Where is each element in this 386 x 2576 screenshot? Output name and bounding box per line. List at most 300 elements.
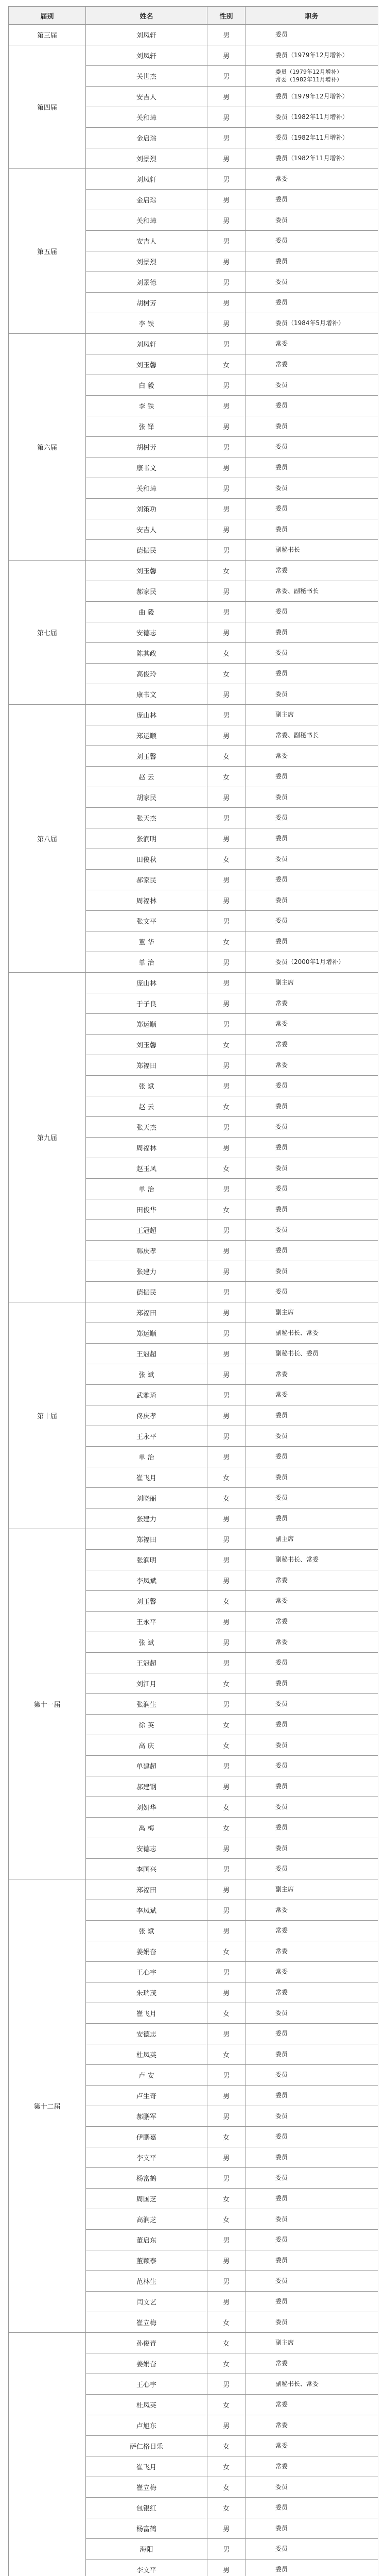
member-post: 副主席 — [245, 1529, 378, 1550]
member-post: 委员 — [245, 664, 378, 684]
member-post: 委员 — [245, 1426, 378, 1447]
member-post: 常委 — [245, 1612, 378, 1632]
member-gender: 女 — [207, 354, 245, 375]
member-gender: 女 — [207, 1715, 245, 1735]
member-gender: 男 — [207, 1055, 245, 1076]
member-gender: 男 — [207, 293, 245, 313]
member-gender: 男 — [207, 45, 245, 66]
member-post-line: 常委（1982年11月增补） — [275, 76, 342, 83]
table-row — [9, 973, 378, 993]
member-gender: 男 — [207, 519, 245, 540]
member-name: 关和璋 — [86, 478, 207, 499]
member-name: 佟庆孝 — [86, 1405, 207, 1426]
member-gender: 男 — [207, 2539, 245, 2560]
member-post: 委员 — [245, 684, 378, 705]
member-name: 刘策功 — [86, 499, 207, 519]
member-name: 周福林 — [86, 890, 207, 911]
member-name: 李文平 — [86, 2147, 207, 2168]
member-gender: 男 — [207, 272, 245, 293]
member-name: 韩庆孝 — [86, 1241, 207, 1261]
member-name: 庞山林 — [86, 705, 207, 725]
header-gender: 性别 — [207, 7, 245, 25]
member-name: 崔飞月 — [86, 2456, 207, 2477]
member-post: 委员 — [245, 828, 378, 849]
member-post: 委员 — [245, 2292, 378, 2312]
member-name: 白 毅 — [86, 375, 207, 396]
member-name: 郑运顺 — [86, 1014, 207, 1035]
member-post: 委员 — [245, 2168, 378, 2189]
member-post: 委员 — [245, 2271, 378, 2292]
member-name: 康书文 — [86, 684, 207, 705]
member-gender: 女 — [207, 1096, 245, 1117]
member-gender: 女 — [207, 664, 245, 684]
member-post: 委员 — [245, 602, 378, 622]
member-post: 委员 — [245, 1158, 378, 1179]
member-name: 关和璋 — [86, 210, 207, 231]
table-row — [9, 2333, 378, 2353]
member-gender: 男 — [207, 622, 245, 643]
member-post: 常委 — [245, 993, 378, 1014]
member-name: 赵玉凤 — [86, 1158, 207, 1179]
member-gender: 男 — [207, 190, 245, 210]
member-post: 常委 — [245, 746, 378, 767]
member-gender: 男 — [207, 2024, 245, 2044]
member-post: 委员 — [245, 375, 378, 396]
member-post: 委员 — [245, 499, 378, 519]
member-gender: 男 — [207, 87, 245, 107]
member-gender: 女 — [207, 2209, 245, 2230]
member-name: 郝建钢 — [86, 1776, 207, 1797]
member-post: 委员 — [245, 1488, 378, 1509]
member-post: 常委 — [245, 1632, 378, 1653]
member-post: 委员 — [245, 2230, 378, 2250]
member-name: 关世杰 — [86, 66, 207, 87]
member-name: 刘景烈 — [86, 148, 207, 169]
member-name: 刘凤轩 — [86, 45, 207, 66]
member-post: 委员 — [245, 2209, 378, 2230]
member-post: 委员 — [245, 2024, 378, 2044]
member-gender: 女 — [207, 2003, 245, 2024]
member-post: 委员 — [245, 1756, 378, 1776]
table-row — [9, 25, 378, 45]
member-name: 刘晓丽 — [86, 1488, 207, 1509]
member-name: 禹 梅 — [86, 1818, 207, 1838]
member-gender: 男 — [207, 231, 245, 251]
member-post: 副主席 — [245, 973, 378, 993]
member-post: 委员 — [245, 2189, 378, 2209]
member-name: 王心宇 — [86, 2374, 207, 2395]
member-gender: 女 — [207, 1797, 245, 1818]
member-name: 李凤斌 — [86, 1900, 207, 1921]
member-gender: 男 — [207, 870, 245, 890]
table-header — [9, 7, 378, 25]
member-post: 常委 — [245, 354, 378, 375]
member-name: 张 斌 — [86, 1632, 207, 1653]
member-gender: 男 — [207, 1962, 245, 1982]
member-post: 委员 — [245, 1220, 378, 1241]
member-gender: 男 — [207, 911, 245, 931]
member-gender: 男 — [207, 1261, 245, 1282]
member-name: 张 斌 — [86, 1076, 207, 1096]
member-gender: 女 — [207, 2456, 245, 2477]
member-name: 陈其政 — [86, 643, 207, 664]
member-name: 胡家民 — [86, 787, 207, 808]
member-name: 张润生 — [86, 1694, 207, 1715]
member-gender: 男 — [207, 828, 245, 849]
member-name: 胡树芳 — [86, 293, 207, 313]
member-post: 委员 — [245, 210, 378, 231]
member-post: 委员 — [245, 1653, 378, 1673]
member-name: 郝鹏军 — [86, 2106, 207, 2127]
member-gender: 男 — [207, 890, 245, 911]
member-name: 刘玉馨 — [86, 1035, 207, 1055]
member-post: 常委 — [245, 334, 378, 354]
member-gender: 男 — [207, 251, 245, 272]
member-post: 委员 — [245, 190, 378, 210]
member-gender: 男 — [207, 1179, 245, 1199]
member-name: 李国兴 — [86, 1859, 207, 1879]
member-name: 金启琮 — [86, 190, 207, 210]
member-name: 单 治 — [86, 1179, 207, 1199]
member-post: 常委 — [245, 2395, 378, 2415]
member-post: 委员（1979年12月增补） — [245, 87, 378, 107]
member-gender: 男 — [207, 1344, 245, 1364]
member-gender: 女 — [207, 2312, 245, 2333]
member-name: 郑福田 — [86, 1055, 207, 1076]
member-post: 常委 — [245, 1982, 378, 2003]
member-post: 常委 — [245, 1591, 378, 1612]
table-row — [9, 1529, 378, 1550]
term-cell: 第五届 — [9, 169, 86, 334]
member-name: 高 庆 — [86, 1735, 207, 1756]
member-gender: 男 — [207, 1323, 245, 1344]
member-name: 伊鹏嘉 — [86, 2127, 207, 2147]
member-name: 卢 安 — [86, 2065, 207, 2086]
member-name: 安吉人 — [86, 87, 207, 107]
member-name: 安德志 — [86, 2024, 207, 2044]
member-name: 郝家民 — [86, 581, 207, 602]
member-post: 委员 — [245, 1467, 378, 1488]
member-name: 刘妍华 — [86, 1797, 207, 1818]
member-post: 委员 — [245, 1282, 378, 1302]
member-name: 庞山林 — [86, 973, 207, 993]
member-gender: 男 — [207, 169, 245, 190]
member-post: 常委、副秘书长 — [245, 725, 378, 746]
member-post: 委员 — [245, 1447, 378, 1467]
member-post: 委员（1982年11月增补） — [245, 148, 378, 169]
member-name: 关和璋 — [86, 107, 207, 128]
member-name: 朱瑞茂 — [86, 1982, 207, 2003]
member-name: 崔飞月 — [86, 2003, 207, 2024]
member-name: 单建超 — [86, 1756, 207, 1776]
member-gender: 女 — [207, 2436, 245, 2456]
member-name: 刘玉馨 — [86, 1591, 207, 1612]
member-gender: 男 — [207, 1529, 245, 1550]
member-post: 委员 — [245, 1715, 378, 1735]
member-name: 崔立梅 — [86, 2312, 207, 2333]
member-post: 副主席 — [245, 1879, 378, 1900]
member-name: 徐 英 — [86, 1715, 207, 1735]
member-name: 安吉人 — [86, 519, 207, 540]
member-name: 郑福田 — [86, 1879, 207, 1900]
member-name: 张天杰 — [86, 1117, 207, 1138]
member-gender: 男 — [207, 2292, 245, 2312]
member-post: 常委 — [245, 2415, 378, 2436]
member-post: 委员 — [245, 2065, 378, 2086]
committee-table — [8, 6, 378, 2576]
member-gender: 男 — [207, 2560, 245, 2576]
member-gender: 女 — [207, 561, 245, 581]
member-gender: 男 — [207, 437, 245, 457]
member-post: 委员 — [245, 1838, 378, 1859]
member-post: 委员 — [245, 251, 378, 272]
member-gender: 男 — [207, 1612, 245, 1632]
member-gender: 男 — [207, 478, 245, 499]
term-cell: 第六届 — [9, 334, 86, 561]
member-gender: 男 — [207, 1447, 245, 1467]
member-name: 卢生奇 — [86, 2086, 207, 2106]
member-post: 副主席 — [245, 705, 378, 725]
member-gender: 男 — [207, 1756, 245, 1776]
member-name: 胡树芳 — [86, 437, 207, 457]
member-name: 单 治 — [86, 1447, 207, 1467]
member-name: 包银红 — [86, 2498, 207, 2518]
member-post: 委员 — [245, 1138, 378, 1158]
member-post: 委员 — [245, 519, 378, 540]
member-post: 委员 — [245, 2003, 378, 2024]
member-post: 委员 — [245, 1096, 378, 1117]
member-gender: 男 — [207, 2250, 245, 2271]
member-gender: 男 — [207, 540, 245, 561]
member-gender: 男 — [207, 1014, 245, 1035]
member-name: 刘玉馨 — [86, 354, 207, 375]
member-post: 委员 — [245, 890, 378, 911]
member-gender: 女 — [207, 643, 245, 664]
table-row — [9, 1879, 378, 1900]
header-name: 姓名 — [86, 7, 207, 25]
member-name: 单 治 — [86, 952, 207, 973]
member-name: 刘凤轩 — [86, 25, 207, 45]
member-gender: 女 — [207, 746, 245, 767]
member-name: 杨富鹤 — [86, 2168, 207, 2189]
member-name: 李 铁 — [86, 313, 207, 334]
member-name: 崔立梅 — [86, 2477, 207, 2498]
member-name: 张 斌 — [86, 1921, 207, 1941]
member-name: 郝家民 — [86, 870, 207, 890]
member-post: 副主席 — [245, 1302, 378, 1323]
member-post: 委员 — [245, 293, 378, 313]
header-term: 届别 — [9, 7, 86, 25]
member-post: 委员 — [245, 2044, 378, 2065]
member-post: 常委 — [245, 1385, 378, 1405]
member-name: 赵 云 — [86, 1096, 207, 1117]
member-gender: 男 — [207, 313, 245, 334]
member-name: 姜娟奋 — [86, 2353, 207, 2374]
member-gender: 女 — [207, 2477, 245, 2498]
member-gender: 男 — [207, 1632, 245, 1653]
member-gender: 男 — [207, 128, 245, 148]
member-gender: 男 — [207, 1776, 245, 1797]
member-post: 委员 — [245, 767, 378, 787]
term-cell: 第十二届 — [9, 1879, 86, 2333]
member-name: 高润芝 — [86, 2209, 207, 2230]
member-name: 王永平 — [86, 1612, 207, 1632]
member-name: 刘玉馨 — [86, 561, 207, 581]
member-post: 委员 — [245, 870, 378, 890]
member-post: 委员 — [245, 416, 378, 437]
member-post: 常委 — [245, 1921, 378, 1941]
member-post — [245, 66, 378, 87]
member-post: 委员 — [245, 2312, 378, 2333]
member-gender: 男 — [207, 334, 245, 354]
member-gender: 女 — [207, 2333, 245, 2353]
member-post: 常委 — [245, 1962, 378, 1982]
member-gender: 女 — [207, 1199, 245, 1220]
term-cell: 第七届 — [9, 561, 86, 705]
member-name: 董 华 — [86, 931, 207, 952]
member-name: 孙俊青 — [86, 2333, 207, 2353]
member-post: 委员 — [245, 2127, 378, 2147]
member-gender: 男 — [207, 1550, 245, 1570]
member-name: 曲 毅 — [86, 602, 207, 622]
member-gender: 男 — [207, 705, 245, 725]
member-name: 闫文艺 — [86, 2292, 207, 2312]
member-post: 委员 — [245, 2477, 378, 2498]
member-gender: 男 — [207, 1900, 245, 1921]
member-name: 周福林 — [86, 1138, 207, 1158]
member-gender: 男 — [207, 2230, 245, 2250]
member-post: 委员 — [245, 2106, 378, 2127]
member-name: 周国芝 — [86, 2189, 207, 2209]
member-post: 委员 — [245, 2147, 378, 2168]
member-post: 委员 — [245, 396, 378, 416]
member-post: 委员 — [245, 1117, 378, 1138]
term-cell: 第十一届 — [9, 1529, 86, 1879]
member-name: 王冠超 — [86, 1653, 207, 1673]
table-row — [9, 561, 378, 581]
member-post: 委员 — [245, 457, 378, 478]
member-gender: 男 — [207, 1570, 245, 1591]
member-post: 常委 — [245, 1570, 378, 1591]
member-gender: 男 — [207, 396, 245, 416]
member-post: 委员 — [245, 2086, 378, 2106]
member-name: 张建力 — [86, 1509, 207, 1529]
member-name: 康书文 — [86, 457, 207, 478]
member-gender: 男 — [207, 2518, 245, 2539]
member-gender: 男 — [207, 602, 245, 622]
term-cell: 第四届 — [9, 45, 86, 169]
member-gender: 男 — [207, 684, 245, 705]
member-name: 张建力 — [86, 1261, 207, 1282]
member-name: 德振民 — [86, 540, 207, 561]
member-name: 安吉人 — [86, 231, 207, 251]
member-name: 王冠超 — [86, 1220, 207, 1241]
member-name: 郑运顺 — [86, 1323, 207, 1344]
member-gender: 男 — [207, 1302, 245, 1323]
member-post: 副秘书长、委员 — [245, 1344, 378, 1364]
member-name: 金启琮 — [86, 128, 207, 148]
term-cell: 第八届 — [9, 705, 86, 973]
member-post: 常委 — [245, 1364, 378, 1385]
member-post: 委员 — [245, 931, 378, 952]
member-gender: 男 — [207, 416, 245, 437]
member-gender: 女 — [207, 2044, 245, 2065]
member-post: 委员 — [245, 1776, 378, 1797]
member-name: 安德志 — [86, 1838, 207, 1859]
member-name: 高俊玲 — [86, 664, 207, 684]
member-post: 委员 — [245, 2498, 378, 2518]
member-name: 刘景德 — [86, 272, 207, 293]
member-post: 委员 — [245, 1673, 378, 1694]
member-name: 杜凤英 — [86, 2395, 207, 2415]
member-post: 委员 — [245, 437, 378, 457]
member-post: 委员 — [245, 1241, 378, 1261]
member-name: 王永平 — [86, 1426, 207, 1447]
member-post: 委员 — [245, 2250, 378, 2271]
member-post: 常委 — [245, 169, 378, 190]
member-gender: 女 — [207, 2127, 245, 2147]
member-name: 崔飞月 — [86, 1467, 207, 1488]
member-gender: 男 — [207, 148, 245, 169]
member-gender: 男 — [207, 1138, 245, 1158]
member-gender: 女 — [207, 1467, 245, 1488]
term-cell: 第三届 — [9, 25, 86, 45]
member-name: 范林生 — [86, 2271, 207, 2292]
member-name: 郑运顺 — [86, 725, 207, 746]
member-name: 姜娟奋 — [86, 1941, 207, 1962]
member-name: 田俊秋 — [86, 849, 207, 870]
member-name: 海阳 — [86, 2539, 207, 2560]
member-post: 常委 — [245, 561, 378, 581]
member-name: 德振民 — [86, 1282, 207, 1302]
member-gender: 男 — [207, 2086, 245, 2106]
member-post: 委员 — [245, 1818, 378, 1838]
member-gender: 男 — [207, 787, 245, 808]
member-name: 于子良 — [86, 993, 207, 1014]
member-gender: 女 — [207, 1035, 245, 1055]
member-gender: 女 — [207, 1941, 245, 1962]
member-post: 常委 — [245, 2353, 378, 2374]
header-post: 职务 — [245, 7, 378, 25]
member-name: 张 斌 — [86, 1364, 207, 1385]
member-post: 委员（1982年11月增补） — [245, 107, 378, 128]
member-gender: 男 — [207, 1117, 245, 1138]
member-gender: 男 — [207, 2374, 245, 2395]
member-gender: 男 — [207, 2147, 245, 2168]
member-post: 委员 — [245, 1859, 378, 1879]
member-gender: 男 — [207, 2415, 245, 2436]
member-gender: 男 — [207, 457, 245, 478]
member-name: 张文平 — [86, 911, 207, 931]
member-post: 副秘书长 — [245, 540, 378, 561]
member-gender: 女 — [207, 1488, 245, 1509]
table-body — [9, 25, 378, 2576]
member-gender: 男 — [207, 808, 245, 828]
member-name: 张 铎 — [86, 416, 207, 437]
member-post: 委员 — [245, 622, 378, 643]
member-post: 委员 — [245, 1797, 378, 1818]
header-row — [9, 7, 378, 25]
member-post: 副秘书长、常委 — [245, 1550, 378, 1570]
member-gender: 男 — [207, 952, 245, 973]
member-gender: 男 — [207, 2106, 245, 2127]
member-post: 委员 — [245, 1405, 378, 1426]
member-post: 委员 — [245, 1179, 378, 1199]
member-post: 委员 — [245, 231, 378, 251]
member-post: 委员 — [245, 1261, 378, 1282]
member-post: 副秘书长、常委 — [245, 1323, 378, 1344]
member-post: 常委 — [245, 1055, 378, 1076]
